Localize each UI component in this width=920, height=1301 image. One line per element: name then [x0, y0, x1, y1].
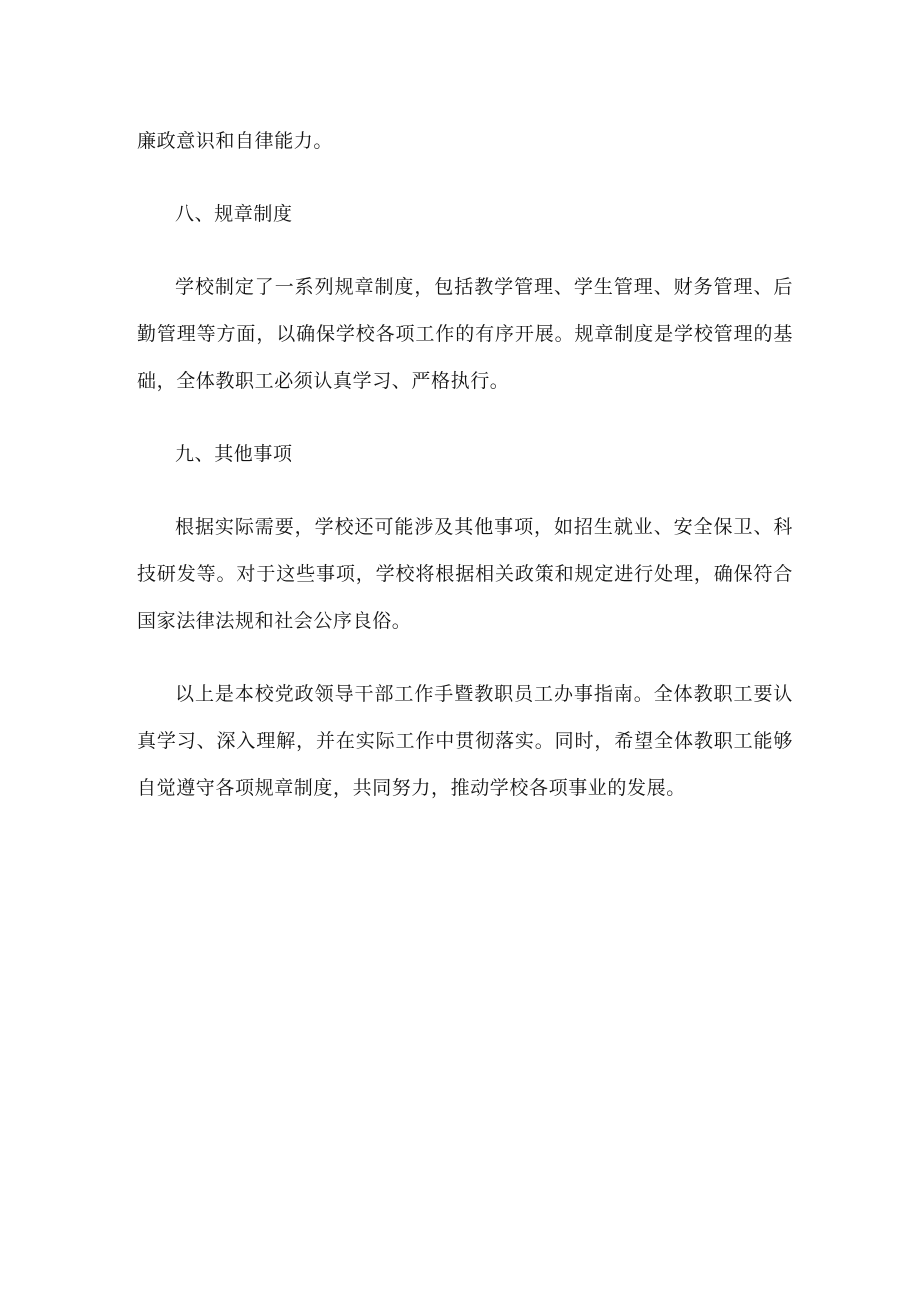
spacer [137, 645, 793, 671]
document-body [137, 118, 793, 812]
section-heading-8: 八、规章制度 [175, 203, 293, 225]
section-heading-9: 九、其他事项 [175, 443, 293, 465]
spacer [137, 405, 793, 431]
continuation-paragraph: 廉政意识和自律能力。 [137, 130, 334, 152]
spacer [137, 165, 793, 191]
spacer [137, 478, 793, 504]
section-body-9: 根据实际需要，学校还可能涉及其他事项，如招生就业、安全保卫、科技研发等。对于这些事项，学校将根据相关政策和规定进行处理，确保符合国家法律法规和社会公序良俗。 [137, 516, 793, 632]
section-body-8: 学校制定了一系列规章制度，包括教学管理、学生管理、财务管理、后勤管理等方面，以确保学校各项工作的有序开展。规章制度是学校管理的基础，全体教职工必须认真学习、严格执行。 [137, 276, 793, 392]
spacer [137, 238, 793, 264]
closing-paragraph: 以上是本校党政领导干部工作手暨教职员工办事指南。全体教职工要认真学习、深入理解，并在实际工作中贯彻落实。同时，希望全体教职工能够自觉遵守各项规章制度，共同努力，推动学校各项事业的发展。 [137, 683, 793, 799]
